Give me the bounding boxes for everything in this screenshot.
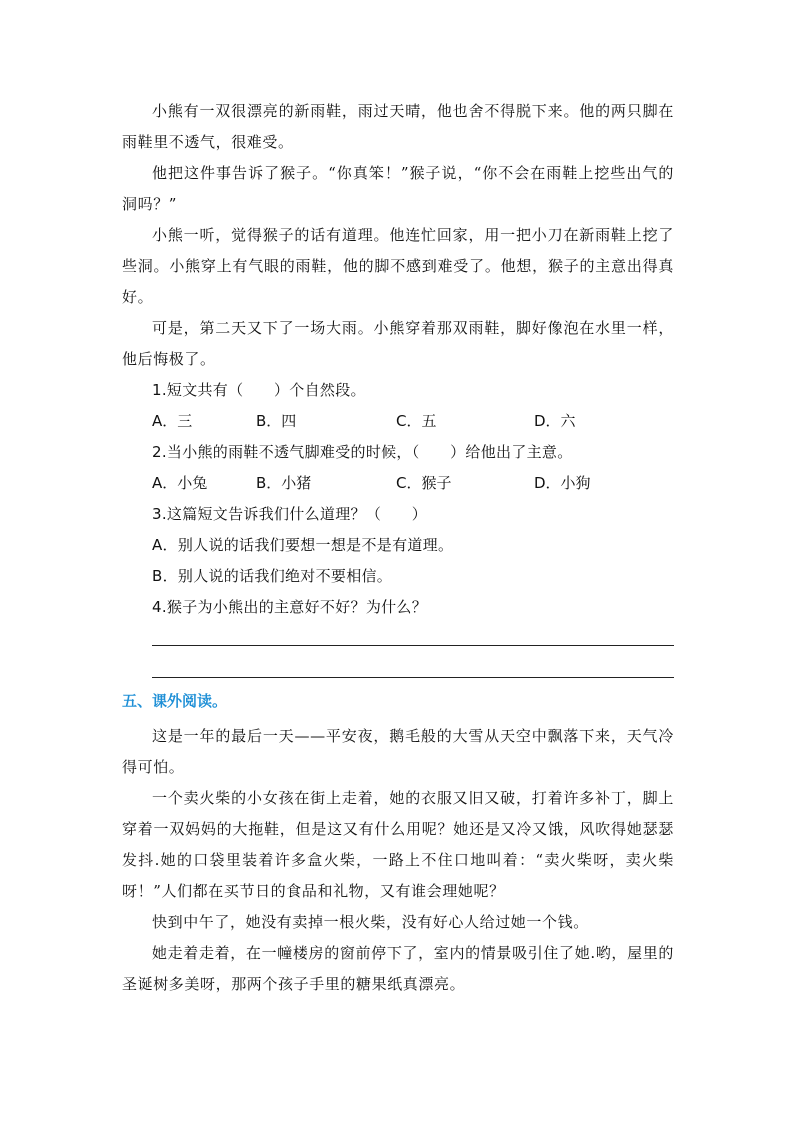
passage-paragraph: 她走着走着，在一幢楼房的窗前停下了，室内的情景吸引住了她.哟，屋里的圣诞树多美呀，那两个孩子手里的糖果纸真漂亮。 xyxy=(122,944,674,993)
option-b[interactable]: B．别人说的话我们绝对不要相信。 xyxy=(152,567,393,585)
question-2-options xyxy=(122,468,674,499)
option-a[interactable]: A．三 xyxy=(152,412,193,430)
option-d[interactable]: D．小狗 xyxy=(534,474,591,492)
option-b[interactable]: B．小猪 xyxy=(256,474,312,492)
question-4 xyxy=(122,592,674,678)
option-c[interactable]: C．猴子 xyxy=(396,474,452,492)
option-d[interactable]: D．六 xyxy=(534,412,576,430)
question-2-text: 2.当小熊的雨鞋不透气脚难受的时候，（ ）给他出了主意。 xyxy=(152,443,573,461)
option-b[interactable]: B．四 xyxy=(256,412,297,430)
passage-paragraph: 小熊有一双很漂亮的新雨鞋，雨过天晴，他也舍不得脱下来。他的两只脚在雨鞋里不透气，很难受。 xyxy=(122,102,674,151)
passage-paragraph: 小熊一听，觉得猴子的话有道理。他连忙回家，用一把小刀在新雨鞋上挖了些洞。小熊穿上有气眼的雨鞋，他的脚不感到难受了。他想，猴子的主意出得真好。 xyxy=(122,226,674,306)
question-4-text: 4.猴子为小熊出的主意好不好？为什么？ xyxy=(152,598,428,616)
option-c[interactable]: C．五 xyxy=(396,412,437,430)
question-3-text: 3.这篇短文告诉我们什么道理？（ ） xyxy=(152,505,428,523)
question-3 xyxy=(122,499,674,592)
passage-paragraph: 可是，第二天又下了一场大雨。小熊穿着那双雨鞋，脚好像泡在水里一样，他后悔极了。 xyxy=(122,319,674,368)
question-2 xyxy=(122,437,674,499)
option-a[interactable]: A．小兔 xyxy=(152,474,208,492)
passage-paragraph: 他把这件事告诉了猴子。“你真笨！”猴子说，“你不会在雨鞋上挖些出气的洞吗？” xyxy=(122,164,674,213)
option-a[interactable]: A．别人说的话我们要想一想是不是有道理。 xyxy=(152,536,454,554)
worksheet-page xyxy=(122,96,674,1000)
question-1-text: 1.短文共有（ ）个自然段。 xyxy=(152,381,366,399)
passage-paragraph: 一个卖火柴的小女孩在街上走着，她的衣服又旧又破，打着许多补丁，脚上穿着一双妈妈的大拖鞋，但是这又有什么用呢？她还是又冷又饿，风吹得她瑟瑟发抖.她的口袋里装着许多盒火柴，一路上不住口地叫着：“卖火柴呀，卖火柴呀！”人们都在买节日的食品和礼物，又有谁会理她呢？ xyxy=(122,789,674,900)
passage-paragraph: 快到中午了，她没有卖掉一根火柴，没有好心人给过她一个钱。 xyxy=(152,913,589,931)
passage-paragraph: 这是一年的最后一天——平安夜，鹅毛般的大雪从天空中飘落下来，天气冷得可怕。 xyxy=(122,727,674,776)
question-1 xyxy=(122,375,674,437)
section-heading: 五、课外阅读。 xyxy=(122,692,228,710)
section-extracurricular-reading xyxy=(122,686,674,1000)
question-1-options xyxy=(122,406,674,437)
passage-little-bear xyxy=(122,96,674,375)
